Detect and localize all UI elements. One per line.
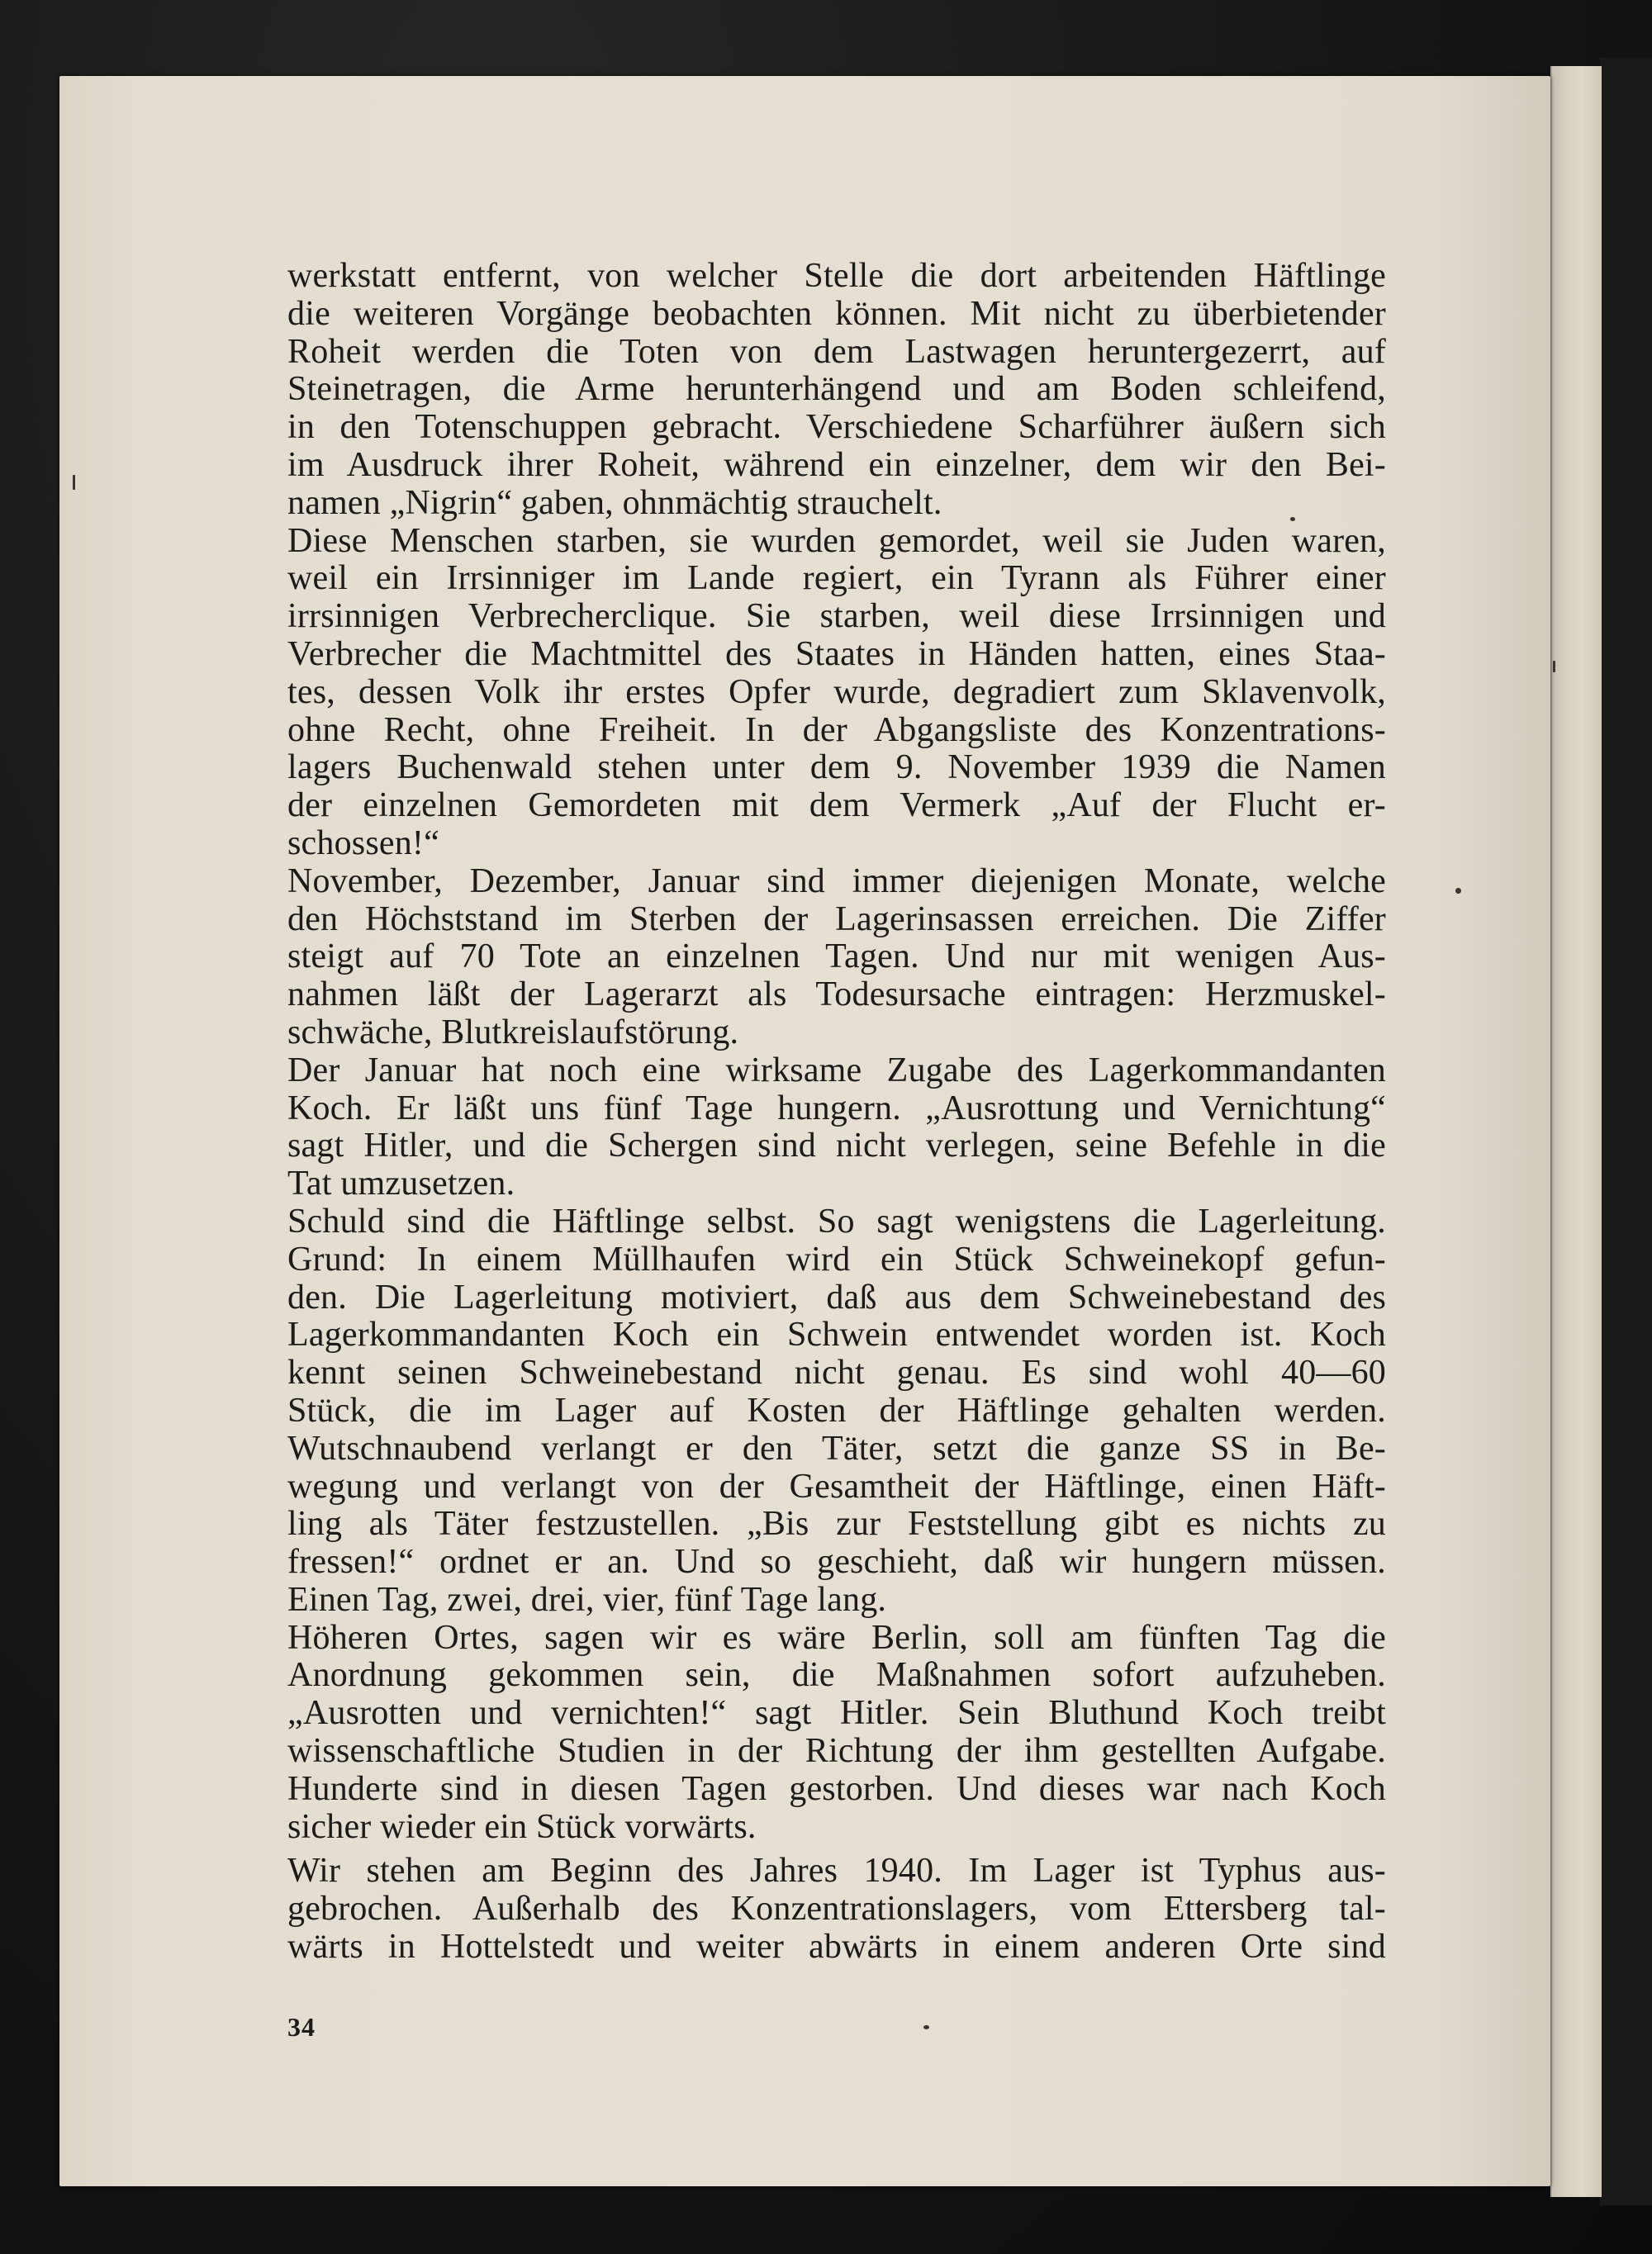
paragraph — [287, 1853, 1386, 1966]
print-speck — [1553, 661, 1555, 672]
text-line: nahmen läßt der Lagerarzt als Todesursache eintragen: Herzmuskel- — [287, 976, 1386, 1014]
text-line: die weiteren Vorgänge beobachten können. Mit nicht zu überbietender — [287, 295, 1386, 333]
text-line: den Höchststand im Sterben der Lagerinsassen erreichen. Die Ziffer — [287, 900, 1386, 938]
text-line: sagt Hitler, und die Schergen sind nicht verlegen, seine Befehle in die — [287, 1127, 1386, 1165]
page-body-text — [287, 258, 1386, 1967]
text-line: werkstatt entfernt, von welcher Stelle die dort arbeitenden Häftlinge — [287, 258, 1386, 295]
paragraph — [287, 1052, 1386, 1203]
text-line: „Ausrotten und vernichten!“ sagt Hitler. Sein Bluthund Koch treibt — [287, 1695, 1386, 1733]
print-speck — [923, 2025, 929, 2029]
text-line: Hunderte sind in diesen Tagen gestorben. Und dieses war nach Koch — [287, 1770, 1386, 1808]
text-line: Grund: In einem Müllhaufen wird ein Stück Schweinekopf gefun- — [287, 1241, 1386, 1279]
text-line: Anordnung gekommen sein, die Maßnahmen sofort aufzuheben. — [287, 1657, 1386, 1695]
text-line: Diese Menschen starben, sie wurden gemordet, weil sie Juden waren, — [287, 522, 1386, 560]
text-line: Stück, die im Lager auf Kosten der Häftlinge gehalten werden. — [287, 1392, 1386, 1430]
book-spine-shadow — [1600, 58, 1652, 2205]
paragraph — [287, 258, 1386, 523]
text-line: den. Die Lagerleitung motiviert, daß aus dem Schweinebestand des — [287, 1279, 1386, 1317]
text-line: namen „Nigrin“ gaben, ohnmächtig strauchelt. — [287, 484, 942, 522]
text-line: wissenschaftliche Studien in der Richtung der ihm gestellten Aufgabe. — [287, 1733, 1386, 1771]
paragraph — [287, 1203, 1386, 1620]
text-line: Roheit werden die Toten von dem Lastwagen heruntergezerrt, auf — [287, 333, 1386, 371]
text-line: Wir stehen am Beginn des Jahres 1940. Im Lager ist Typhus aus- — [287, 1853, 1386, 1891]
text-line: im Ausdruck ihrer Roheit, während ein einzelner, dem wir den Bei- — [287, 446, 1386, 484]
text-line: wegung und verlangt von der Gesamtheit der Häftlinge, einen Häft- — [287, 1468, 1386, 1506]
text-line: Steinetragen, die Arme herunterhängend und am Boden schleifend, — [287, 371, 1386, 409]
paragraph — [287, 523, 1386, 863]
text-line: gebrochen. Außerhalb des Konzentrationslagers, vom Ettersberg tal- — [287, 1891, 1386, 1929]
text-line: Wutschnaubend verlangt er den Täter, setzt die ganze SS in Be- — [287, 1430, 1386, 1468]
text-line: Der Januar hat noch eine wirksame Zugabe des Lagerkommandanten — [287, 1051, 1386, 1089]
print-speck — [73, 475, 75, 490]
text-line: in den Totenschuppen gebracht. Verschiedene Scharführer äußern sich — [287, 409, 1386, 447]
text-line: weil ein Irrsinniger im Lande regiert, ein Tyrann als Führer einer — [287, 560, 1386, 598]
text-line: Einen Tag, zwei, drei, vier, fünf Tage lang. — [287, 1581, 887, 1619]
paragraph — [287, 863, 1386, 1052]
text-line: schwäche, Blutkreislaufstörung. — [287, 1013, 739, 1051]
text-line: der einzelnen Gemordeten mit dem Vermerk „Auf der Flucht er- — [287, 787, 1386, 825]
text-line: wärts in Hottelstedt und weiter abwärts in einem anderen Orte sind — [287, 1929, 1386, 1967]
text-line: Höheren Ortes, sagen wir es wäre Berlin, soll am fünften Tag die — [287, 1619, 1386, 1657]
text-line: tes, dessen Volk ihr erstes Opfer wurde, degradiert zum Sklavenvolk, — [287, 673, 1386, 711]
text-line: lagers Buchenwald stehen unter dem 9. November 1939 die Namen — [287, 749, 1386, 787]
text-line: ling als Täter festzustellen. „Bis zur Feststellung gibt es nichts zu — [287, 1506, 1386, 1544]
text-line: schossen!“ — [287, 824, 439, 862]
text-line: Lagerkommandanten Koch ein Schwein entwendet worden ist. Koch — [287, 1317, 1386, 1355]
paragraph — [287, 1620, 1386, 1847]
text-line: irrsinnigen Verbrecherclique. Sie starben, weil diese Irrsinnigen und — [287, 598, 1386, 636]
text-line: November, Dezember, Januar sind immer diejenigen Monate, welche — [287, 862, 1386, 900]
next-page-edge — [1550, 66, 1602, 2197]
text-line: ohne Recht, ohne Freiheit. In der Abgangsliste des Konzentrations- — [287, 711, 1386, 749]
text-line: kennt seinen Schweinebestand nicht genau. Es sind wohl 40—60 — [287, 1355, 1386, 1393]
print-speck — [1290, 517, 1295, 521]
text-line: Schuld sind die Häftlinge selbst. So sagt wenigstens die Lagerleitung. — [287, 1203, 1386, 1241]
text-line: fressen!“ ordnet er an. Und so geschieht, daß wir hungern müssen. — [287, 1544, 1386, 1582]
page-number: 34 — [287, 2012, 316, 2042]
print-speck — [1455, 888, 1461, 894]
text-line: steigt auf 70 Tote an einzelnen Tagen. Und nur mit wenigen Aus- — [287, 938, 1386, 976]
text-line: sicher wieder ein Stück vorwärts. — [287, 1808, 757, 1846]
text-line: Tat umzusetzen. — [287, 1165, 515, 1203]
text-line: Verbrecher die Machtmittel des Staates in Händen hatten, eines Staa- — [287, 635, 1386, 673]
text-line: Koch. Er läßt uns fünf Tage hungern. „Ausrottung und Vernichtung“ — [287, 1089, 1386, 1127]
paragraph-gap — [287, 1846, 1386, 1853]
